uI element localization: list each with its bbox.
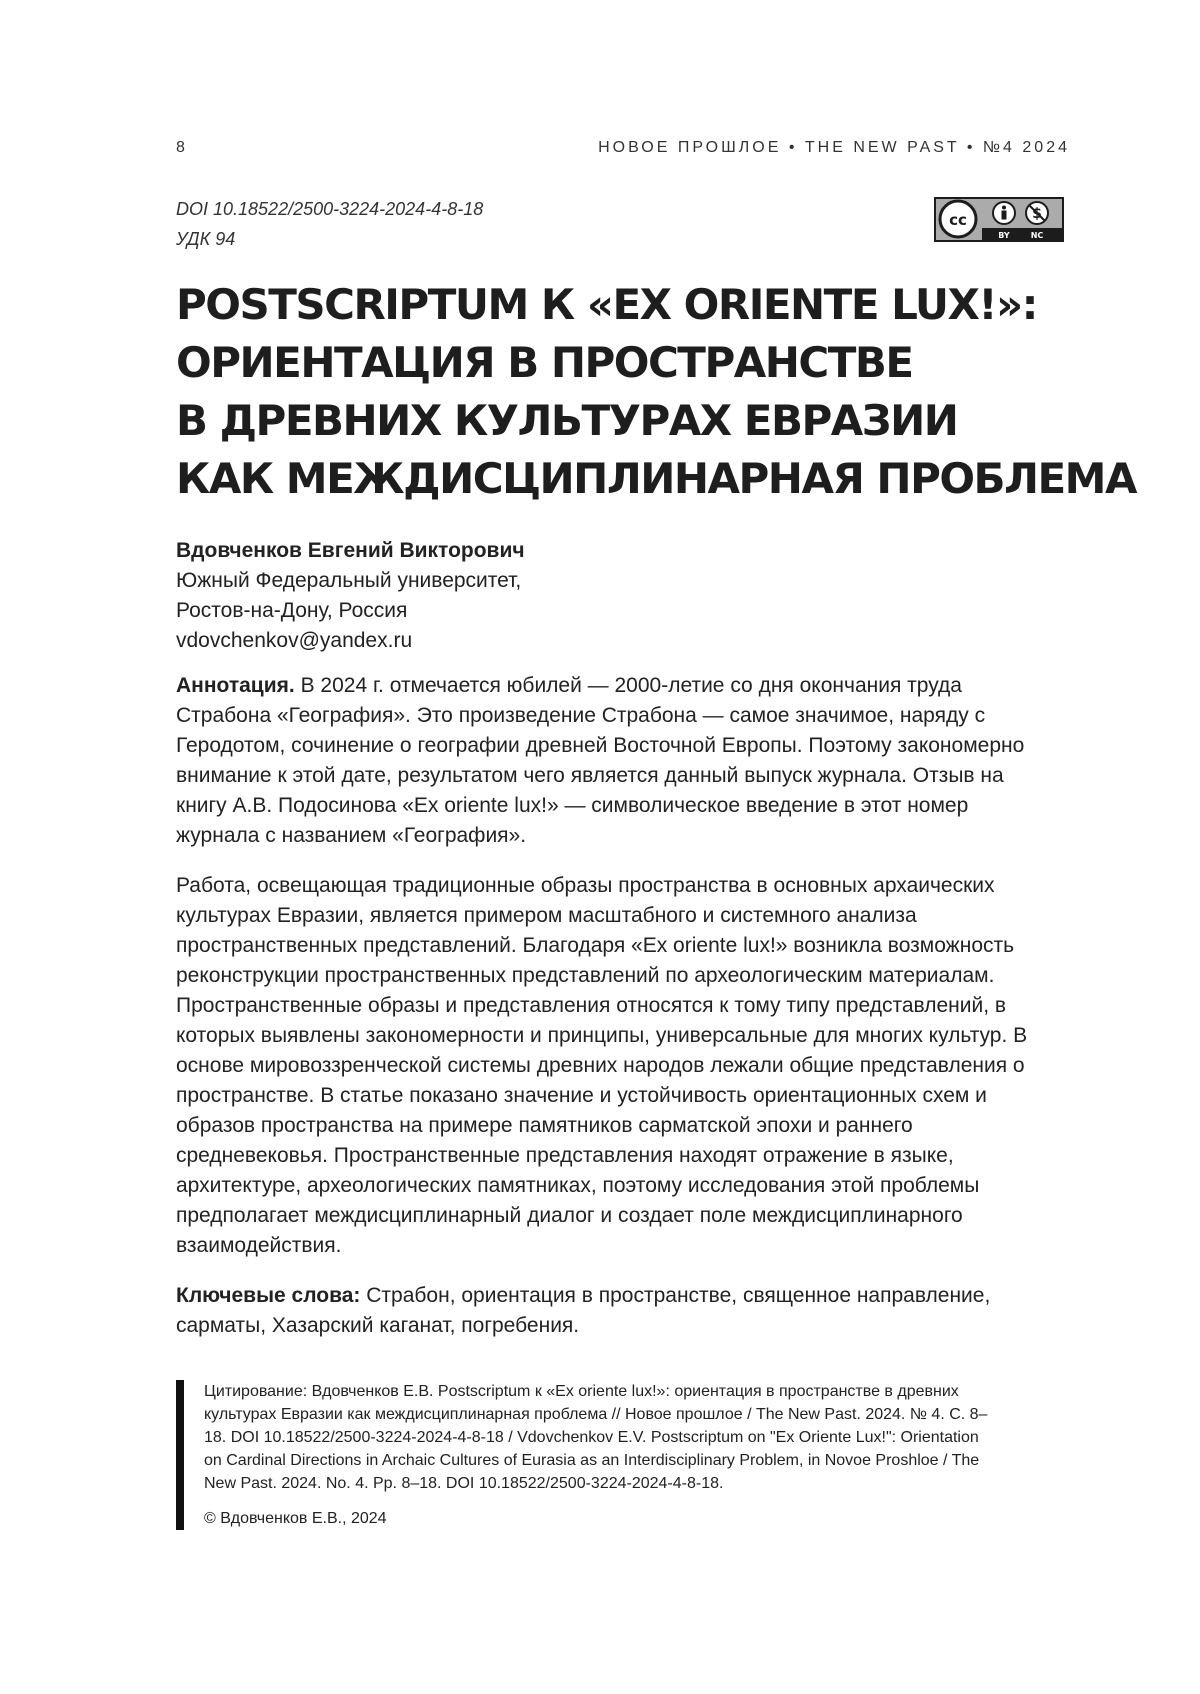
doi: DOI 10.18522/2500-3224-2024-4-8-18 (176, 194, 483, 224)
doi-block (176, 194, 483, 254)
abstract-paragraph-2: Работа, освещающая традиционные образы пространства в основных архаических культурах Евразии, является примером масштабного и системного анализа пространственных представлений. Благодаря «Ex oriente lux!» возникла возможность реконструкции пространственных представлений по археологическим материалам. Пространственные образы и представления относятся к тому типу представлений, в которых выявлены закономерности и принципы, универсальные для многих культур. В основе мировоззренческой системы древних народов лежали общие представления о пространстве. В статье показано значение и устойчивость ориентационных схем и образов пространства на примере памятников сарматской эпохи и раннего средневековья. Пространственные представления находят отражение в языке, архитектуре, археологических памятниках, поэтому исследования этой проблемы предполагает междисциплинарный диалог и создает поле междисциплинарного взаимодействия. (176, 871, 1056, 1261)
abstract-label: Аннотация. (176, 674, 295, 697)
keywords-label: Ключевые слова: (176, 1284, 360, 1307)
citation-text: Цитирование: Вдовченков Е.В. Postscriptum к «Ex oriente lux!»: ориентация в пространстве в древних культурах Евразии как междисциплинарная проблема // Новое прошлое / The New Past. 2024. № 4. С. 8–18. DOI 10.18522/2500-3224-2024-4-8-18 / Vdovchenkov E.V. Postscriptum on "Ex Oriente Lux!": Orientation on Cardinal Directions in Archaic Cultures of Eurasia as an Interdisciplinary Problem, in Novoe Proshloe / The New Past. 2024. No. 4. Pp. 8–18. DOI 10.18522/2500-3224-2024-4-8-18. (204, 1380, 994, 1495)
journal-page (0, 0, 1200, 1694)
author-city: Ростов-на-Дону, Россия (176, 596, 525, 626)
keywords-text: Страбон, ориентация в пространстве, священное направление, сарматы, Хазарский каганат, погребения. (176, 1284, 990, 1337)
author-name: Вдовченков Евгений Викторович (176, 536, 525, 566)
author-email[interactable]: vdovchenkov@yandex.ru (176, 626, 525, 656)
udk: УДК 94 (176, 224, 483, 254)
keywords (176, 1281, 1056, 1341)
article-title (176, 276, 1076, 508)
citation-box (176, 1380, 994, 1530)
author-block (176, 536, 525, 656)
title-line: В ДРЕВНИХ КУЛЬТУРАХ ЕВРАЗИИ (176, 392, 1076, 450)
abstract-paragraph-1 (176, 671, 1056, 851)
svg-text:cc: cc (949, 211, 967, 229)
author-affiliation: Южный Федеральный университет, (176, 566, 525, 596)
cc-by-nc-icon (934, 197, 1064, 242)
running-head: НОВОЕ ПРОШЛОЕ • THE NEW PAST • №4 2024 (598, 139, 1070, 157)
abstract-text-1: В 2024 г. отмечается юбилей — 2000-летие со дня окончания труда Страбона «География». Это произведение Страбона — самое значимое, наряду с Геродотом, сочинение о географии древней Восточной Европы. Поэтому закономерно внимание к этой дате, результатом чего является данный выпуск журнала. Отзыв на книгу А.В. Подосинова «Ex oriente lux!» — символическое введение в этот номер журнала с названием «География». (176, 674, 1024, 847)
title-line: КАК МЕЖДИСЦИПЛИНАРНАЯ ПРОБЛЕМА (176, 450, 1076, 508)
copyright: © Вдовченков Е.В., 2024 (204, 1507, 994, 1530)
title-line: ОРИЕНТАЦИЯ В ПРОСТРАНСТВЕ (176, 334, 1076, 392)
license-nc-label: NC (1031, 231, 1044, 240)
page-number: 8 (176, 139, 186, 157)
title-line: POSTSCRIPTUM К «EX ORIENTE LUX!»: (176, 276, 1076, 334)
license-by-label: BY (998, 231, 1010, 240)
abstract-section (176, 671, 1056, 1361)
